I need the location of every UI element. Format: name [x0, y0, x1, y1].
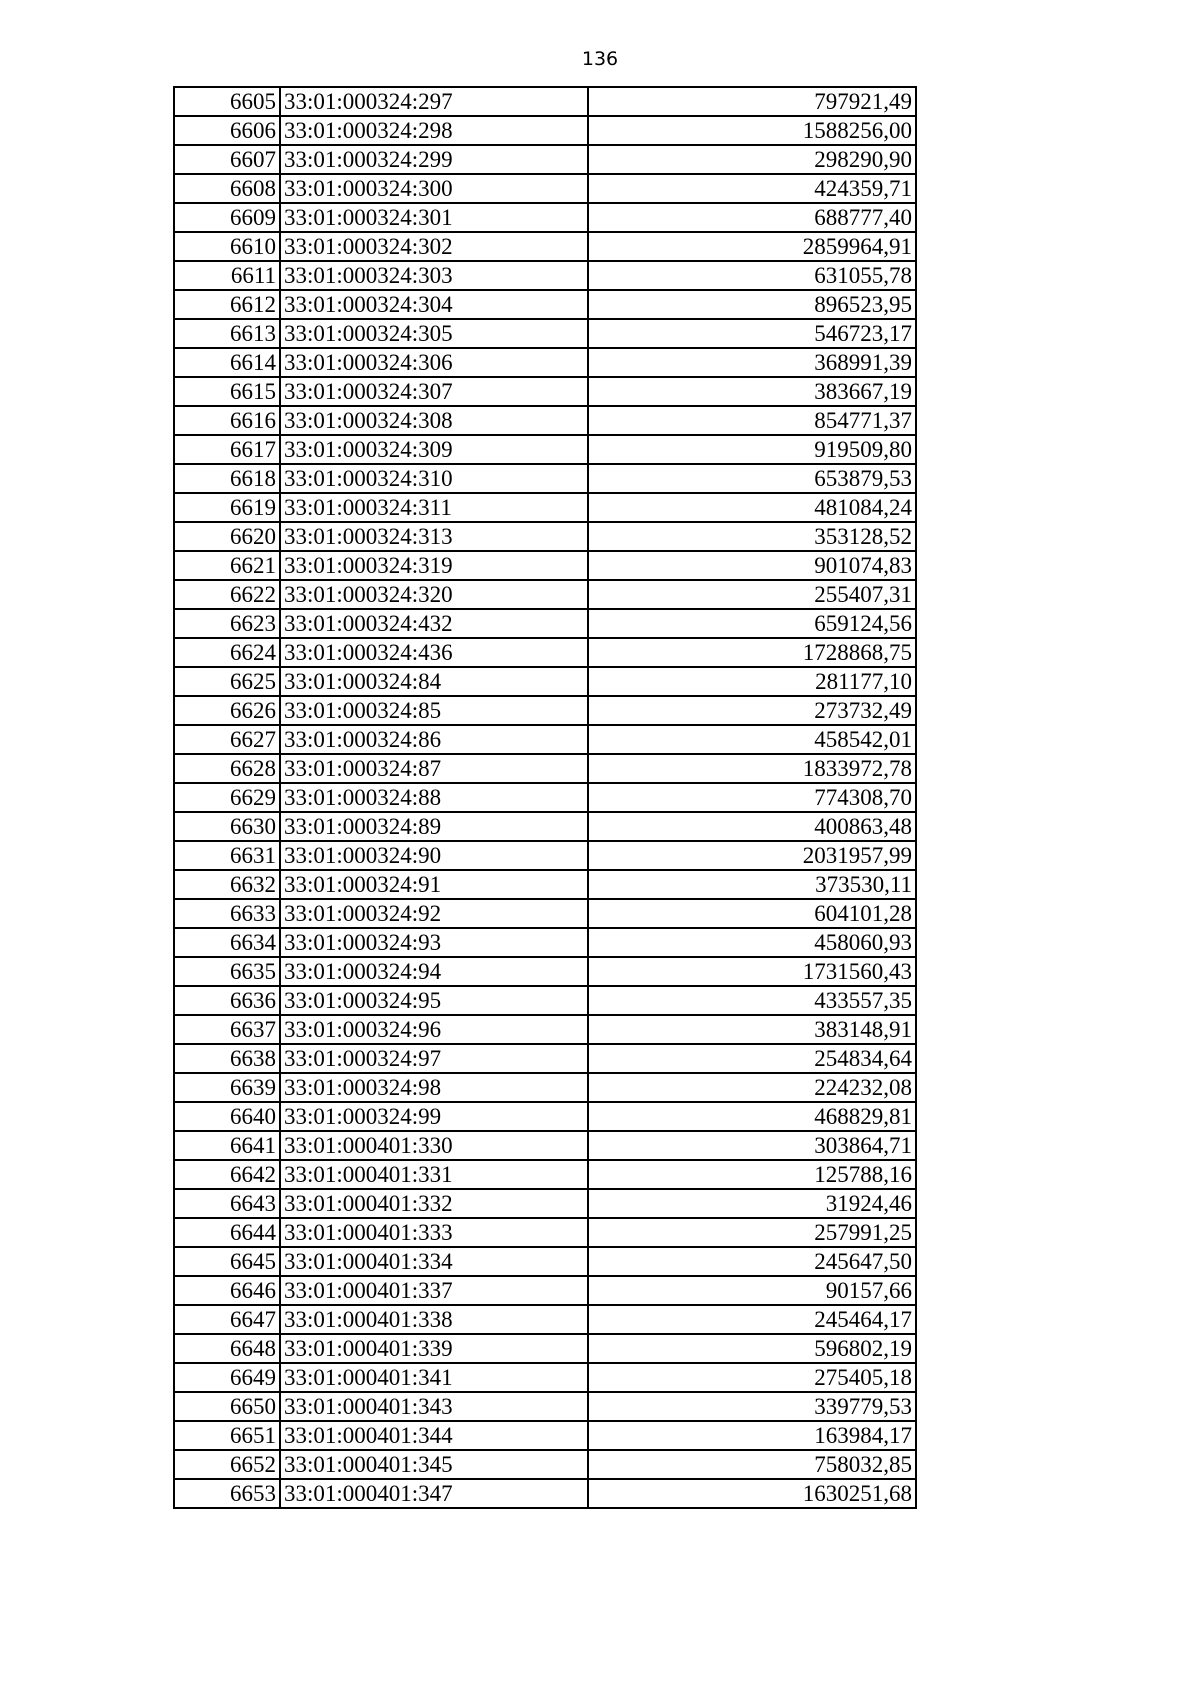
cadastral-value: 1731560,43	[588, 957, 916, 986]
cadastral-number: 33:01:000401:339	[280, 1334, 588, 1363]
row-number: 6650	[174, 1392, 280, 1421]
table-row	[174, 1479, 916, 1508]
row-number: 6630	[174, 812, 280, 841]
cadastral-value: 90157,66	[588, 1276, 916, 1305]
cadastral-value: 303864,71	[588, 1131, 916, 1160]
table-row	[174, 377, 916, 406]
cadastral-number: 33:01:000401:332	[280, 1189, 588, 1218]
cadastral-value: 458060,93	[588, 928, 916, 957]
cadastral-number: 33:01:000324:297	[280, 87, 588, 116]
cadastral-value: 163984,17	[588, 1421, 916, 1450]
table-row	[174, 1015, 916, 1044]
cadastral-number: 33:01:000324:93	[280, 928, 588, 957]
row-number: 6627	[174, 725, 280, 754]
cadastral-value: 896523,95	[588, 290, 916, 319]
table-row	[174, 1189, 916, 1218]
cadastral-number: 33:01:000324:309	[280, 435, 588, 464]
row-number: 6628	[174, 754, 280, 783]
table-row	[174, 116, 916, 145]
cadastral-value: 298290,90	[588, 145, 916, 174]
row-number: 6605	[174, 87, 280, 116]
cadastral-number: 33:01:000324:310	[280, 464, 588, 493]
cadastral-value: 339779,53	[588, 1392, 916, 1421]
cadastral-value: 1630251,68	[588, 1479, 916, 1508]
row-number: 6651	[174, 1421, 280, 1450]
cadastral-number: 33:01:000401:330	[280, 1131, 588, 1160]
cadastral-number: 33:01:000324:304	[280, 290, 588, 319]
row-number: 6607	[174, 145, 280, 174]
table-row	[174, 841, 916, 870]
table-row	[174, 928, 916, 957]
cadastral-value: 1588256,00	[588, 116, 916, 145]
cadastral-number: 33:01:000324:303	[280, 261, 588, 290]
table-row	[174, 203, 916, 232]
cadastral-number: 33:01:000401:333	[280, 1218, 588, 1247]
row-number: 6635	[174, 957, 280, 986]
cadastral-value: 273732,49	[588, 696, 916, 725]
table-row	[174, 1247, 916, 1276]
row-number: 6625	[174, 667, 280, 696]
table-row	[174, 232, 916, 261]
row-number: 6629	[174, 783, 280, 812]
cadastral-value: 604101,28	[588, 899, 916, 928]
cadastral-value: 224232,08	[588, 1073, 916, 1102]
table-row	[174, 435, 916, 464]
row-number: 6642	[174, 1160, 280, 1189]
cadastral-value: 383148,91	[588, 1015, 916, 1044]
cadastral-value: 919509,80	[588, 435, 916, 464]
cadastral-value-table	[173, 86, 917, 1509]
cadastral-number: 33:01:000324:99	[280, 1102, 588, 1131]
cadastral-number: 33:01:000324:96	[280, 1015, 588, 1044]
cadastral-number: 33:01:000324:305	[280, 319, 588, 348]
cadastral-number: 33:01:000324:306	[280, 348, 588, 377]
cadastral-value: 383667,19	[588, 377, 916, 406]
cadastral-value: 257991,25	[588, 1218, 916, 1247]
row-number: 6624	[174, 638, 280, 667]
row-number: 6645	[174, 1247, 280, 1276]
cadastral-number: 33:01:000324:299	[280, 145, 588, 174]
cadastral-value: 424359,71	[588, 174, 916, 203]
cadastral-number: 33:01:000324:301	[280, 203, 588, 232]
cadastral-number: 33:01:000401:347	[280, 1479, 588, 1508]
row-number: 6615	[174, 377, 280, 406]
row-number: 6638	[174, 1044, 280, 1073]
table-row	[174, 1218, 916, 1247]
row-number: 6616	[174, 406, 280, 435]
cadastral-value: 353128,52	[588, 522, 916, 551]
cadastral-number: 33:01:000324:298	[280, 116, 588, 145]
cadastral-value: 458542,01	[588, 725, 916, 754]
row-number: 6636	[174, 986, 280, 1015]
cadastral-value: 1833972,78	[588, 754, 916, 783]
table-row	[174, 464, 916, 493]
cadastral-number: 33:01:000324:97	[280, 1044, 588, 1073]
table-row	[174, 348, 916, 377]
cadastral-value: 2859964,91	[588, 232, 916, 261]
cadastral-value: 31924,46	[588, 1189, 916, 1218]
cadastral-number: 33:01:000401:337	[280, 1276, 588, 1305]
table-row	[174, 696, 916, 725]
cadastral-number: 33:01:000401:345	[280, 1450, 588, 1479]
cadastral-value: 468829,81	[588, 1102, 916, 1131]
row-number: 6626	[174, 696, 280, 725]
table-row	[174, 812, 916, 841]
row-number: 6610	[174, 232, 280, 261]
cadastral-value: 481084,24	[588, 493, 916, 522]
cadastral-value: 275405,18	[588, 1363, 916, 1392]
table-row	[174, 1363, 916, 1392]
table-row	[174, 1102, 916, 1131]
table-row	[174, 783, 916, 812]
table-row	[174, 1392, 916, 1421]
table-row	[174, 957, 916, 986]
cadastral-number: 33:01:000324:89	[280, 812, 588, 841]
table-row	[174, 1160, 916, 1189]
table-row	[174, 87, 916, 116]
table-row	[174, 580, 916, 609]
row-number: 6644	[174, 1218, 280, 1247]
cadastral-number: 33:01:000324:432	[280, 609, 588, 638]
table-row	[174, 986, 916, 1015]
table-row	[174, 1450, 916, 1479]
row-number: 6608	[174, 174, 280, 203]
table-row	[174, 1073, 916, 1102]
table-row	[174, 725, 916, 754]
row-number: 6640	[174, 1102, 280, 1131]
row-number: 6612	[174, 290, 280, 319]
cadastral-value: 631055,78	[588, 261, 916, 290]
cadastral-value: 688777,40	[588, 203, 916, 232]
cadastral-value: 758032,85	[588, 1450, 916, 1479]
table-row	[174, 609, 916, 638]
table-row	[174, 1334, 916, 1363]
table-row	[174, 406, 916, 435]
row-number: 6646	[174, 1276, 280, 1305]
row-number: 6621	[174, 551, 280, 580]
table-row	[174, 1421, 916, 1450]
table-row	[174, 261, 916, 290]
table-row	[174, 145, 916, 174]
table-row	[174, 754, 916, 783]
cadastral-number: 33:01:000324:87	[280, 754, 588, 783]
cadastral-value: 774308,70	[588, 783, 916, 812]
cadastral-number: 33:01:000324:94	[280, 957, 588, 986]
cadastral-number: 33:01:000324:90	[280, 841, 588, 870]
cadastral-value: 596802,19	[588, 1334, 916, 1363]
cadastral-value: 546723,17	[588, 319, 916, 348]
row-number: 6648	[174, 1334, 280, 1363]
row-number: 6618	[174, 464, 280, 493]
table-row	[174, 899, 916, 928]
row-number: 6637	[174, 1015, 280, 1044]
row-number: 6622	[174, 580, 280, 609]
table-row	[174, 522, 916, 551]
table-row	[174, 1131, 916, 1160]
table-row	[174, 493, 916, 522]
cadastral-number: 33:01:000324:302	[280, 232, 588, 261]
table-body	[174, 87, 916, 1508]
cadastral-value: 653879,53	[588, 464, 916, 493]
cadastral-value: 368991,39	[588, 348, 916, 377]
table-row	[174, 319, 916, 348]
row-number: 6653	[174, 1479, 280, 1508]
table-row	[174, 1305, 916, 1334]
cadastral-value: 245647,50	[588, 1247, 916, 1276]
row-number: 6643	[174, 1189, 280, 1218]
cadastral-value: 254834,64	[588, 1044, 916, 1073]
cadastral-number: 33:01:000324:84	[280, 667, 588, 696]
cadastral-value: 901074,83	[588, 551, 916, 580]
row-number: 6606	[174, 116, 280, 145]
cadastral-value: 373530,11	[588, 870, 916, 899]
cadastral-number: 33:01:000324:320	[280, 580, 588, 609]
row-number: 6641	[174, 1131, 280, 1160]
cadastral-number: 33:01:000401:331	[280, 1160, 588, 1189]
row-number: 6647	[174, 1305, 280, 1334]
cadastral-number: 33:01:000324:86	[280, 725, 588, 754]
cadastral-value: 255407,31	[588, 580, 916, 609]
cadastral-number: 33:01:000324:91	[280, 870, 588, 899]
page-number: 136	[581, 48, 619, 70]
cadastral-number: 33:01:000324:92	[280, 899, 588, 928]
cadastral-number: 33:01:000324:311	[280, 493, 588, 522]
cadastral-number: 33:01:000324:319	[280, 551, 588, 580]
row-number: 6620	[174, 522, 280, 551]
row-number: 6613	[174, 319, 280, 348]
table-row	[174, 870, 916, 899]
row-number: 6623	[174, 609, 280, 638]
table-row	[174, 638, 916, 667]
row-number: 6617	[174, 435, 280, 464]
cadastral-number: 33:01:000324:436	[280, 638, 588, 667]
row-number: 6609	[174, 203, 280, 232]
table-row	[174, 667, 916, 696]
table-row	[174, 290, 916, 319]
cadastral-number: 33:01:000401:343	[280, 1392, 588, 1421]
cadastral-number: 33:01:000401:341	[280, 1363, 588, 1392]
cadastral-number: 33:01:000324:308	[280, 406, 588, 435]
table-row	[174, 1276, 916, 1305]
cadastral-value: 400863,48	[588, 812, 916, 841]
cadastral-value: 2031957,99	[588, 841, 916, 870]
cadastral-value: 797921,49	[588, 87, 916, 116]
cadastral-number: 33:01:000324:88	[280, 783, 588, 812]
cadastral-number: 33:01:000324:313	[280, 522, 588, 551]
row-number: 6652	[174, 1450, 280, 1479]
cadastral-number: 33:01:000324:85	[280, 696, 588, 725]
row-number: 6649	[174, 1363, 280, 1392]
table-row	[174, 174, 916, 203]
cadastral-value: 1728868,75	[588, 638, 916, 667]
cadastral-value: 281177,10	[588, 667, 916, 696]
cadastral-value: 125788,16	[588, 1160, 916, 1189]
row-number: 6619	[174, 493, 280, 522]
table-row	[174, 1044, 916, 1073]
cadastral-number: 33:01:000324:300	[280, 174, 588, 203]
cadastral-number: 33:01:000324:98	[280, 1073, 588, 1102]
cadastral-value: 659124,56	[588, 609, 916, 638]
row-number: 6631	[174, 841, 280, 870]
row-number: 6634	[174, 928, 280, 957]
row-number: 6639	[174, 1073, 280, 1102]
cadastral-number: 33:01:000324:307	[280, 377, 588, 406]
cadastral-value: 433557,35	[588, 986, 916, 1015]
row-number: 6611	[174, 261, 280, 290]
cadastral-value: 245464,17	[588, 1305, 916, 1334]
cadastral-number: 33:01:000401:338	[280, 1305, 588, 1334]
cadastral-number: 33:01:000401:334	[280, 1247, 588, 1276]
cadastral-value: 854771,37	[588, 406, 916, 435]
table-row	[174, 551, 916, 580]
row-number: 6633	[174, 899, 280, 928]
row-number: 6632	[174, 870, 280, 899]
cadastral-number: 33:01:000324:95	[280, 986, 588, 1015]
row-number: 6614	[174, 348, 280, 377]
cadastral-number: 33:01:000401:344	[280, 1421, 588, 1450]
